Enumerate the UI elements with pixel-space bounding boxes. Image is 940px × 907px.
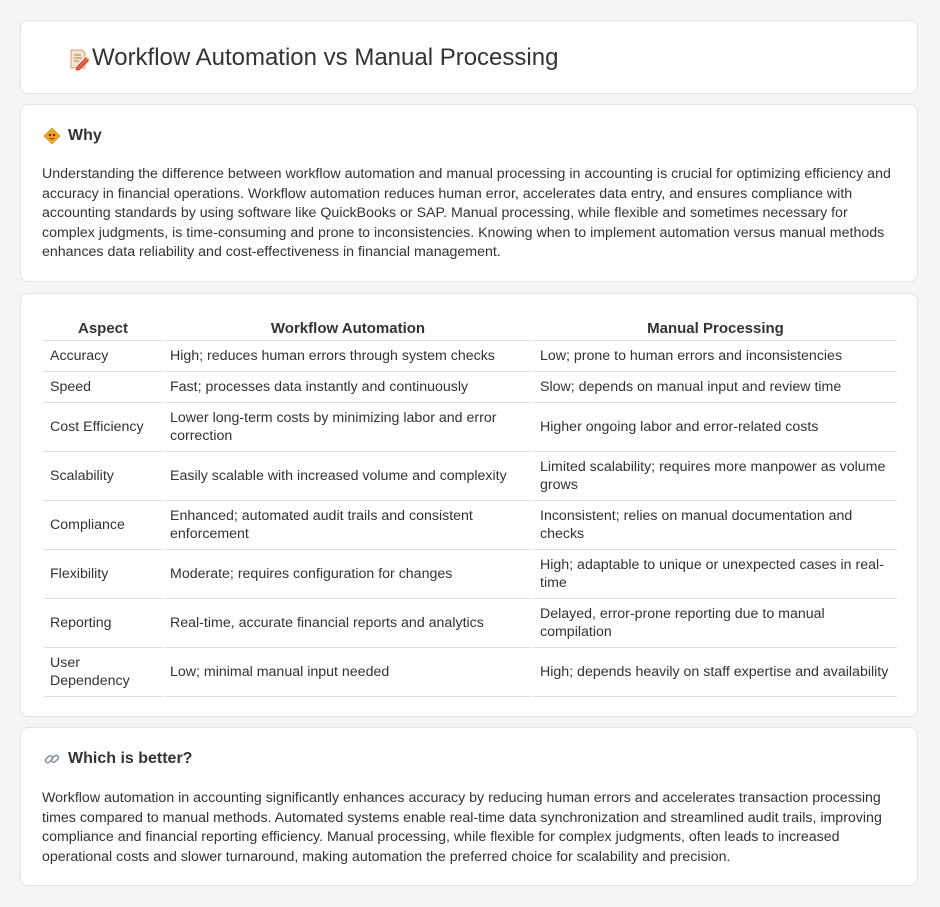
why-section xyxy=(20,104,918,282)
manual-cell: Inconsistent; relies on manual documentation and checks xyxy=(534,501,897,550)
table-row xyxy=(44,599,897,648)
aspect-cell: User Dependency xyxy=(44,648,162,697)
title-card xyxy=(20,20,918,94)
comparison-table xyxy=(42,314,899,697)
manual-cell: Delayed, error-prone reporting due to manual compilation xyxy=(534,599,897,648)
manual-cell: Slow; depends on manual input and review time xyxy=(534,372,897,403)
why-text: Understanding the difference between workflow automation and manual processing in accounting is crucial for optimizing efficiency and accuracy in financial operations. Workflow automation reduces human error, accelerates data entry, and ensures compliance with accounting standards by using software like QuickBooks or SAP. Manual processing, while flexible and sometimes necessary for complex judgments, is time-consuming and prone to inconsistencies. Knowing when to implement automation versus manual methods enhances data reliability and cost-effectiveness in financial management. xyxy=(42,166,891,261)
table-row xyxy=(44,452,897,501)
aspect-cell: Accuracy xyxy=(44,341,162,372)
diamond-sign-icon xyxy=(43,127,61,145)
manual-cell: Higher ongoing labor and error-related costs xyxy=(534,403,897,452)
automation-cell: Real-time, accurate financial reports and analytics xyxy=(164,599,532,648)
automation-cell: Easily scalable with increased volume and complexity xyxy=(164,452,532,501)
aspect-cell: Scalability xyxy=(44,452,162,501)
page-title: Workflow Automation vs Manual Processing xyxy=(92,44,559,71)
which-text: Workflow automation in accounting significantly enhances accuracy by reducing human errors and accelerates transaction processing times compared to manual methods. Automated systems enable real-time data synchronization and streamlined audit trails, improving compliance and financial reporting efficiency. Manual processing, while flexible for complex judgments, often leads to increased operational costs and slower turnaround, making automation the preferred choice for scalability and precision. xyxy=(42,790,882,865)
link-icon xyxy=(43,750,61,768)
automation-cell: Enhanced; automated audit trails and consistent enforcement xyxy=(164,501,532,550)
which-heading: Which is better? xyxy=(68,750,193,767)
automation-cell: Lower long-term costs by minimizing labor and error correction xyxy=(164,403,532,452)
comparison-card xyxy=(20,293,918,717)
table-row xyxy=(44,550,897,599)
column-header-aspect: Aspect xyxy=(44,314,162,341)
table-row xyxy=(44,501,897,550)
aspect-cell: Cost Efficiency xyxy=(44,403,162,452)
automation-cell: High; reduces human errors through system checks xyxy=(164,341,532,372)
manual-cell: Limited scalability; requires more manpower as volume grows xyxy=(534,452,897,501)
automation-cell: Fast; processes data instantly and continuously xyxy=(164,372,532,403)
document-pen-icon xyxy=(67,47,91,71)
manual-cell: High; adaptable to unique or unexpected cases in real-time xyxy=(534,550,897,599)
aspect-cell: Speed xyxy=(44,372,162,403)
which-section xyxy=(20,727,918,886)
column-header-workflow-automation: Workflow Automation xyxy=(164,314,532,341)
column-header-manual-processing: Manual Processing xyxy=(534,314,897,341)
aspect-cell: Compliance xyxy=(44,501,162,550)
table-row xyxy=(44,403,897,452)
table-header-row xyxy=(44,314,897,341)
why-heading: Why xyxy=(68,127,102,144)
aspect-cell: Reporting xyxy=(44,599,162,648)
aspect-cell: Flexibility xyxy=(44,550,162,599)
table-row xyxy=(44,372,897,403)
manual-cell: Low; prone to human errors and inconsistencies xyxy=(534,341,897,372)
manual-cell: High; depends heavily on staff expertise and availability xyxy=(534,648,897,697)
table-row xyxy=(44,341,897,372)
automation-cell: Moderate; requires configuration for changes xyxy=(164,550,532,599)
table-row xyxy=(44,648,897,697)
automation-cell: Low; minimal manual input needed xyxy=(164,648,532,697)
